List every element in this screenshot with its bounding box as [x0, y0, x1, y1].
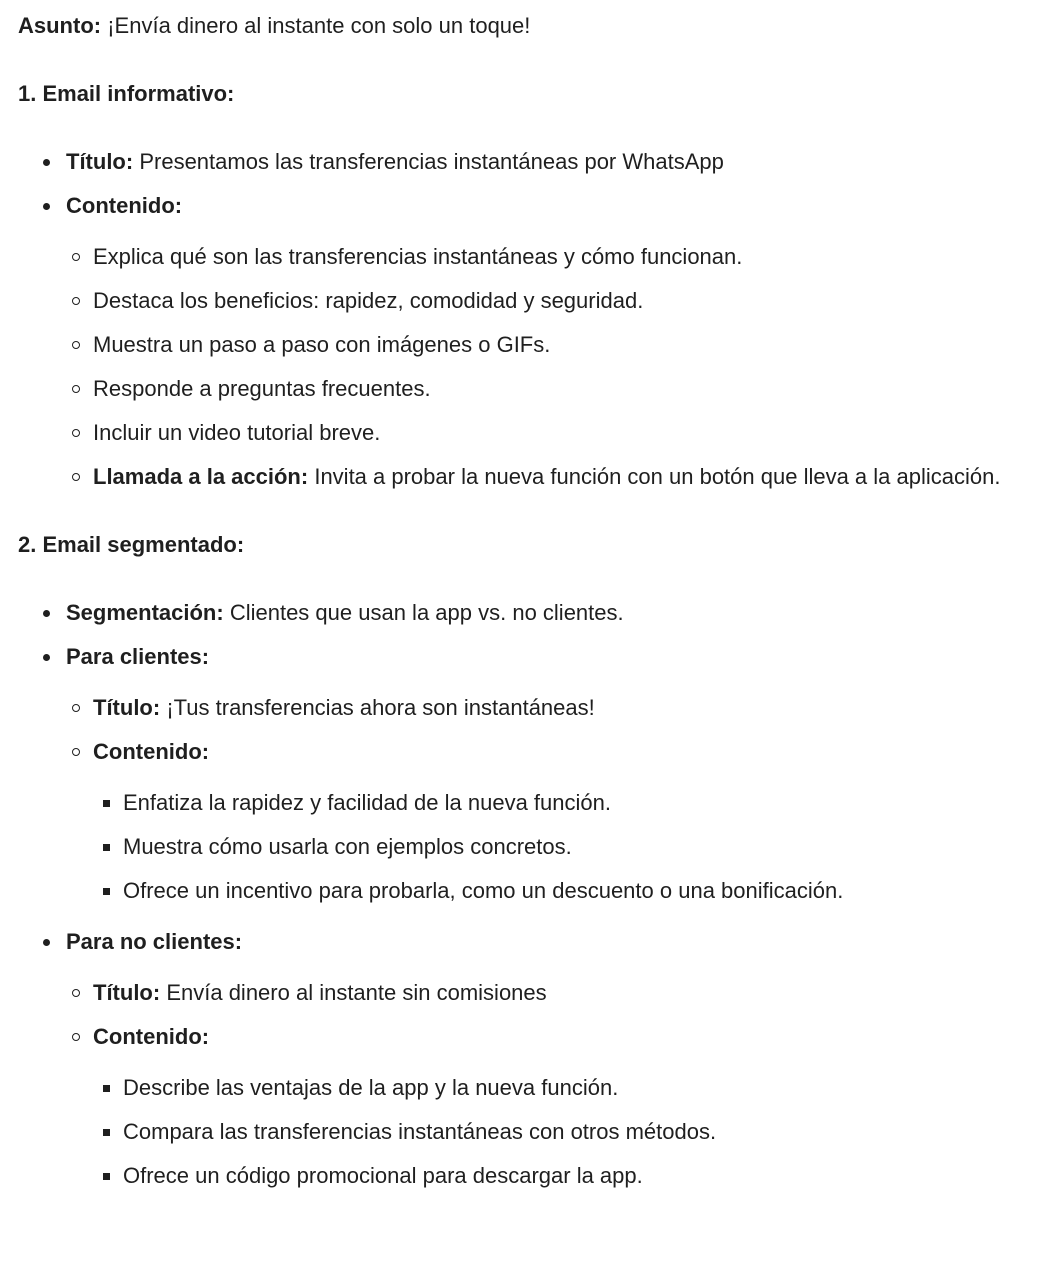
list-item-titulo	[18, 140, 1018, 184]
bullet-circle-icon	[72, 411, 93, 455]
list-item-label: Segmentación:	[66, 600, 224, 625]
list-item-contenido	[18, 1015, 1018, 1059]
list-item-segmentacion	[18, 591, 1018, 635]
list-item-text: Incluir un video tutorial breve.	[93, 420, 381, 445]
list-item	[18, 1110, 1018, 1154]
para-no-clientes-sublist	[18, 971, 1018, 1198]
list-item-label: Para clientes:	[66, 644, 210, 669]
list-item-cta	[18, 455, 1018, 499]
subject-line	[18, 4, 1018, 48]
section1-list	[18, 140, 1018, 499]
bullet-square-icon	[103, 825, 123, 869]
bullet-square-icon	[103, 869, 123, 913]
bullet-disc-icon	[43, 591, 66, 635]
para-clientes-sublist	[18, 686, 1018, 913]
list-item	[18, 1154, 1018, 1198]
list-item-contenido	[18, 184, 1018, 228]
list-item	[18, 279, 1018, 323]
list-item-titulo	[18, 686, 1018, 730]
section2-list	[18, 591, 1018, 1198]
bullet-circle-icon	[72, 730, 93, 774]
list-item	[18, 781, 1018, 825]
list-item-text: Destaca los beneficios: rapidez, comodidad y seguridad.	[93, 288, 644, 313]
bullet-disc-icon	[43, 140, 66, 184]
list-item-para-no-clientes	[18, 920, 1018, 964]
list-item	[18, 367, 1018, 411]
bullet-circle-icon	[72, 971, 93, 1015]
list-item-text: Ofrece un código promocional para descargar la app.	[123, 1163, 643, 1188]
list-item	[18, 235, 1018, 279]
list-item-text: Presentamos las transferencias instantáneas por WhatsApp	[139, 149, 724, 174]
bullet-square-icon	[103, 1066, 123, 1110]
list-item-label: Contenido:	[93, 739, 210, 764]
list-item-content	[93, 455, 1018, 499]
bullet-square-icon	[103, 1154, 123, 1198]
list-item-content	[93, 686, 1018, 730]
list-item	[18, 869, 1018, 913]
list-item-content	[66, 140, 1018, 184]
list-item-content	[66, 591, 1018, 635]
list-item	[18, 323, 1018, 367]
para-clientes-contenido-sublist	[18, 781, 1018, 913]
list-item-text: Enfatiza la rapidez y facilidad de la nueva función.	[123, 790, 611, 815]
list-item-text: Muestra cómo usarla con ejemplos concretos.	[123, 834, 572, 859]
list-item-para-clientes	[18, 635, 1018, 679]
para-no-clientes-contenido-sublist	[18, 1066, 1018, 1198]
list-item-label: Llamada a la acción:	[93, 464, 309, 489]
list-item	[18, 825, 1018, 869]
list-item-text: Compara las transferencias instantáneas con otros métodos.	[123, 1119, 717, 1144]
list-item	[18, 411, 1018, 455]
list-item-label: Contenido:	[93, 1024, 210, 1049]
section1-heading: 1. Email informativo:	[18, 81, 235, 106]
bullet-circle-icon	[72, 367, 93, 411]
list-item	[18, 1066, 1018, 1110]
list-item-label: Título:	[93, 695, 161, 720]
list-item-titulo	[18, 971, 1018, 1015]
section2-heading: 2. Email segmentado:	[18, 532, 245, 557]
document	[18, 4, 1018, 1198]
list-item-content	[93, 971, 1018, 1015]
subject-text: ¡Envía dinero al instante con solo un toque!	[107, 13, 531, 38]
list-item-text: Ofrece un incentivo para probarla, como un descuento o una bonificación.	[123, 878, 844, 903]
list-item-contenido	[18, 730, 1018, 774]
list-item-label: Título:	[66, 149, 134, 174]
list-item-text: Muestra un paso a paso con imágenes o GIFs.	[93, 332, 551, 357]
section1-sublist	[18, 235, 1018, 499]
bullet-disc-icon	[43, 635, 66, 679]
list-item-text: ¡Tus transferencias ahora son instantáneas!	[166, 695, 595, 720]
list-item-text: Clientes que usan la app vs. no clientes.	[229, 600, 624, 625]
bullet-disc-icon	[43, 184, 66, 228]
bullet-square-icon	[103, 781, 123, 825]
bullet-circle-icon	[72, 455, 93, 499]
list-item-label: Contenido:	[66, 193, 183, 218]
bullet-circle-icon	[72, 279, 93, 323]
list-item-text: Describe las ventajas de la app y la nueva función.	[123, 1075, 619, 1100]
list-item-text: Responde a preguntas frecuentes.	[93, 376, 431, 401]
list-item-text: Envía dinero al instante sin comisiones	[166, 980, 547, 1005]
bullet-circle-icon	[72, 686, 93, 730]
bullet-circle-icon	[72, 323, 93, 367]
bullet-circle-icon	[72, 1015, 93, 1059]
list-item-text: Invita a probar la nueva función con un botón que lleva a la aplicación.	[314, 464, 1001, 489]
bullet-disc-icon	[43, 920, 66, 964]
list-item-label: Para no clientes:	[66, 929, 243, 954]
list-item-text: Explica qué son las transferencias instantáneas y cómo funcionan.	[93, 244, 743, 269]
bullet-circle-icon	[72, 235, 93, 279]
list-item-label: Título:	[93, 980, 161, 1005]
subject-label: Asunto:	[18, 13, 102, 38]
bullet-square-icon	[103, 1110, 123, 1154]
